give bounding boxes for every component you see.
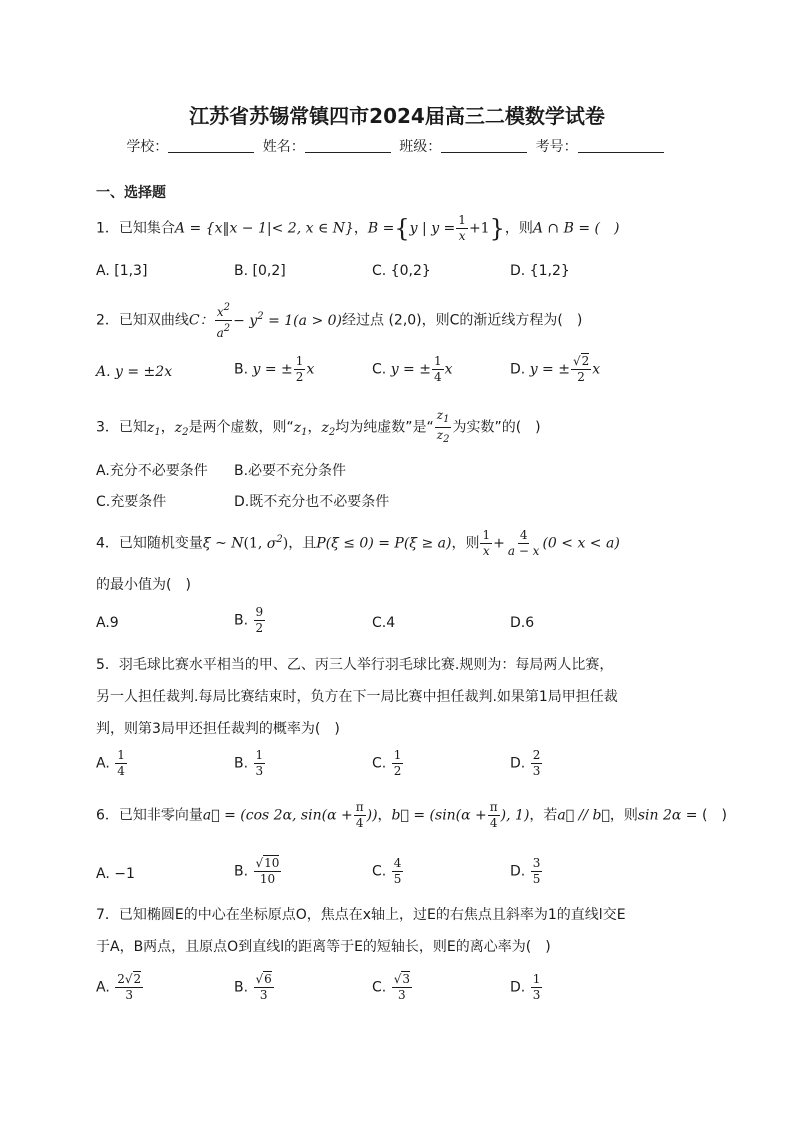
q4-option-c[interactable]: C.4 — [372, 615, 396, 631]
q1-option-b[interactable]: B. [0,2] — [234, 263, 286, 279]
q6-option-d[interactable]: D. $\frac{3}{5}$ — [510, 856, 541, 886]
class-label: 班级： — [399, 139, 442, 155]
question-5-line2: 另一人担任裁判.每局比赛结束时，负方在下一局比赛中担任裁判.如果第1局甲担任裁 — [96, 689, 618, 705]
q5-option-d[interactable]: D. $\frac{2}{3}$ — [510, 748, 541, 778]
q1-option-a[interactable]: A. [1,3] — [96, 263, 148, 279]
school-blank[interactable] — [168, 138, 254, 153]
number-label: 考号： — [535, 139, 578, 155]
q5-option-b[interactable]: B. $\frac{1}{3}$ — [234, 748, 264, 778]
q4-option-b[interactable]: B. $\frac{9}{2}$ — [234, 605, 264, 635]
question-5-line1: 5．羽毛球比赛水平相当的甲、乙、丙三人举行羽毛球比赛.规则为：每局两人比赛， — [96, 657, 614, 673]
q4-option-a[interactable]: A.9 — [96, 615, 119, 631]
q6-option-b[interactable]: B. $\frac{√10}{10}$ — [234, 856, 280, 886]
q3-option-d[interactable]: D.既不充分也不必要条件 — [234, 494, 390, 510]
school-label: 学校： — [126, 139, 169, 155]
q3-option-b[interactable]: B.必要不充分条件 — [234, 463, 347, 479]
question-7-line1: 7．已知椭圆E的中心在坐标原点O，焦点在x轴上，过E的右焦点且斜率为1的直线l交E — [96, 907, 626, 923]
q5-option-c[interactable]: C. $\frac{1}{2}$ — [372, 748, 402, 778]
section-heading: 一、选择题 — [96, 185, 166, 201]
q2-option-b[interactable]: B. y = ± $\frac{1}{2}$ x — [234, 354, 315, 384]
question-6: 6．已知非零向量a⃗ = (cos 2α, sin(α + $\frac{\pi}{4}$ ))，b⃗ = (sin(α + $\frac{\pi}{4}$ ), 1)，若a⃗ // b⃗，则sin 2α = ( ) — [96, 800, 727, 830]
name-blank[interactable] — [305, 138, 391, 153]
question-1: 1．已知集合A = {x‖x − 1|< 2, x ∈ N}，B ={y | y = $\frac{1}{x}$ +1}，则A ∩ B = ( ) — [96, 213, 620, 243]
q7-option-a[interactable]: A. $\frac{2√2}{3}$ — [96, 972, 142, 1002]
q1-option-c[interactable]: C. {0,2} — [372, 263, 431, 279]
question-4: 4．已知随机变量ξ ~ N(1, $\sigma^2$)，且P(ξ ≤ 0) = P(ξ ≥ a)，则 $\frac{1}{x}$ + $\frac{4}{a - x}$ (0 < x < a) — [96, 528, 620, 558]
q6-option-c[interactable]: C. $\frac{4}{5}$ — [372, 856, 402, 886]
question-3: 3．已知$z_1$，$z_2$是两个虚数，则“$z_1$，$z_2$均为纯虚数”是“ $\frac{z_1}{z_2}$ 为实数”的( ) — [96, 408, 541, 445]
question-2: 2．已知双曲线C： $\frac{x^2}{a^2}$ − $y^2 = 1(a > 0)$经过点 (2,0)，则C的渐近线方程为( ) — [96, 302, 583, 340]
q7-option-c[interactable]: C. $\frac{√3}{3}$ — [372, 972, 410, 1002]
q5-option-a[interactable]: A. $\frac{1}{4}$ — [96, 748, 125, 778]
class-blank[interactable] — [441, 138, 527, 153]
q2-option-c[interactable]: C. y = ± $\frac{1}{4}$ x — [372, 354, 453, 384]
q1-option-d[interactable]: D. {1,2} — [510, 263, 570, 279]
question-5-line3: 判，则第3局甲还担任裁判的概率为( ) — [96, 721, 340, 737]
question-7-line2: 于A，B两点，且原点O到直线l的距离等于E的短轴长，则E的离心率为( ) — [96, 939, 551, 955]
q2-option-a[interactable]: A. y = ±2x — [96, 364, 173, 380]
q3-option-c[interactable]: C.充要条件 — [96, 494, 167, 510]
name-label: 姓名： — [262, 139, 305, 155]
q2-option-d[interactable]: D. y = ± $\frac{√2}{2}$ x — [510, 354, 601, 384]
number-blank[interactable] — [578, 138, 664, 153]
q7-option-d[interactable]: D. $\frac{1}{3}$ — [510, 972, 541, 1002]
student-info-line — [0, 136, 794, 156]
page-title: 江苏省苏锡常镇四市2024届高三二模数学试卷 — [189, 104, 605, 128]
q4-option-d[interactable]: D.6 — [510, 615, 535, 631]
q6-option-a[interactable]: A. −1 — [96, 866, 135, 882]
q3-option-a[interactable]: A.充分不必要条件 — [96, 463, 208, 479]
q7-option-b[interactable]: B. $\frac{√6}{3}$ — [234, 972, 272, 1002]
question-4-line2: 的最小值为( ) — [96, 577, 191, 593]
